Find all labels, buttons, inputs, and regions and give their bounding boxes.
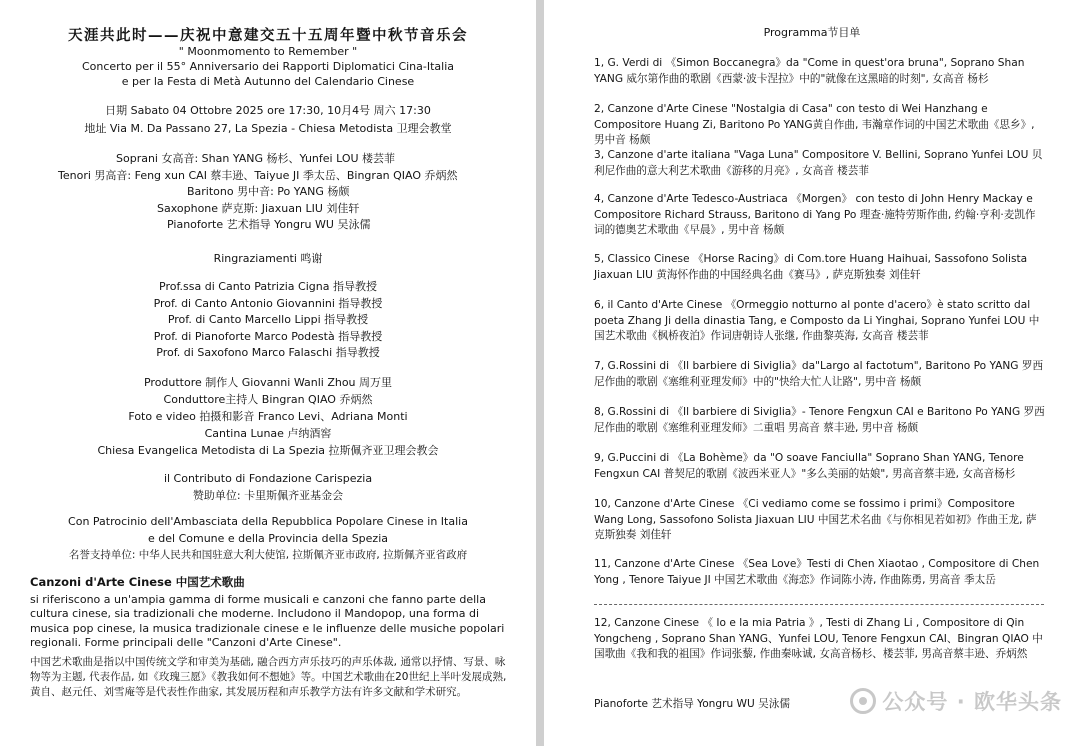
staff-line: Cantina Lunae 卢纳酒窖	[204, 427, 332, 440]
concert-subtitle: " Moonmomento to Remember "	[178, 45, 358, 58]
professor-line: Prof. di Pianoforte Marco Podestà 指导教授	[153, 329, 383, 343]
watermark-text: 公众号 · 欧华头条	[882, 690, 1062, 714]
program-item: 5, Classico Cinese 《Horse Racing》di Com.tore Huang Haihuai, Sassofono Solista Jiaxuan LIU 黄海怀作曲的中国经典名曲《赛马》, 萨克斯独奏 刘佳轩	[594, 253, 1028, 281]
contributo-block	[0, 470, 536, 504]
program-item: 1, G. Verdi di 《Simon Boccanegra》da "Come in quest'ora bruna", Soprano Shan YANG 威尔第作曲的歌剧《西蒙·波卡涅拉》中的"就像在这黑暗的时刻", 女高音 杨杉	[594, 57, 1025, 85]
concerto-line-2: e per la Festa di Metà Autunno del Calendario Cinese	[121, 75, 415, 88]
performer-line: Saxophone 萨克斯: Jiaxuan LIU 刘佳轩	[157, 201, 360, 215]
staff-line: Conduttore主持人 Bingran QIAO 乔炳然	[163, 393, 373, 406]
program-item: 6, il Canto d'Arte Cinese 《Ormeggio notturno al ponte d'acero》è stato scritto dal poeta Zhang Ji della dinastia Tang, e Composto da Li Yinghai, Soprano Yunfei LOU 中国艺术歌曲《枫桥夜泊》作词唐朝诗人张继, 作曲黎英海, 女高音 楼芸菲	[594, 299, 1040, 342]
performers-list	[0, 151, 536, 234]
watermark	[850, 686, 1062, 716]
program-item: 4, Canzone d'Arte Tedesco-Austriaca 《Morgen》 con testo di John Henry Mackay e Compositore Richard Strauss, Baritono di Yang Po 理查·施特劳斯作曲, 约翰·亨利·麦凯作词的德奥艺术歌曲《早晨》, 男中音 杨颇	[594, 193, 1036, 236]
canzoni-chinese-text: 中国艺术歌曲是指以中国传统文学和审美为基础, 融合西方声乐技巧的声乐体裁, 通常以抒情、写景、咏物等为主题, 代表作品, 如《玫瑰三愿》《教我如何不想她》等。中国艺术歌曲在20世纪上半叶发展成熟, 黄自、赵元任、刘雪庵等是代表性作曲家, 其发展历程和声乐教学方法有许多文献和学术研究。	[30, 655, 507, 698]
performer-line: Soprani 女高音: Shan YANG 杨杉、Yunfei LOU 楼芸菲	[116, 152, 396, 165]
canzoni-italian-text: si riferiscono a un'ampia gamma di forme musicali e canzoni che fanno parte della cultura cinese, sia tradizionali che moderne. Includono il Mandopop, una forma di musica pop cinese, la musica tradizionale cinese e le influenze delle musiche popolari regionali. Forme principali delle "Canzoni d'Arte Cinese".	[30, 592, 505, 649]
performer-line: Pianoforte 艺术指导 Yongru WU 吴泳儒	[167, 218, 371, 231]
staff-line: Foto e video 拍摄和影音 Franco Levi、Adriana Monti	[128, 410, 408, 423]
concerto-line-1: Concerto per il 55° Anniversario dei Rapporti Diplomatici Cina-Italia	[81, 60, 455, 73]
professors-list	[0, 279, 536, 362]
contributo-line: il Contributo di Fondazione Carispezia	[163, 472, 373, 485]
program-item: 8, G.Rossini di 《Il barbiere di Siviglia》- Tenore Fengxun CAI e Baritono Po YANG 罗西尼作曲的歌剧《塞维利亚理发师》二重唱 男高音 蔡丰逊, 男中音 杨颇	[594, 406, 1045, 434]
program-item: 11, Canzone d'Arte Cinese 《Sea Love》Testi di Chen Xiaotao , Compositore di Chen Yong , Tenore Taiyue JI 中国艺术歌曲《海恋》作词陈小涛, 作曲陈勇, 男高音 季太岳	[594, 558, 1040, 586]
concert-date: 日期 Sabato 04 Ottobre 2025 ore 17:30, 10月4号 周六 17:30	[105, 104, 431, 117]
program-item: 10, Canzone d'Arte Cinese 《Ci vediamo come se fossimo i primi》Compositore Wang Long, Sassofono Solista Jiaxuan LIU 中国艺术名曲《与你相见若如初》作曲王龙, 萨克斯独奏 刘佳轩	[594, 498, 1037, 541]
staff-line: Chiesa Evangelica Metodista di La Spezia 拉斯佩齐亚卫理会教会	[97, 444, 439, 457]
program-item: 3, Canzone d'arte italiana "Vaga Luna" Compositore V. Bellini, Soprano Yunfei LOU 贝利尼作曲的意大利艺术歌曲《游移的月亮》, 女高音 楼芸菲	[594, 149, 1043, 177]
patrocinio-block	[0, 513, 536, 564]
performer-line: Tenori 男高音: Feng xun CAI 蔡丰逊、Taiyue JI 季太岳、Bingran QIAO 乔炳然	[58, 168, 458, 182]
wechat-official-account-icon	[850, 688, 876, 714]
patrocinio-line: 名誉支持单位: 中华人民共和国驻意大利大使馆, 拉斯佩齐亚市政府, 拉斯佩齐亚省政府	[68, 549, 468, 561]
professor-line: Prof. di Canto Antonio Giovannini 指导教授	[153, 296, 383, 310]
performer-line: Baritono 男中音: Po YANG 杨颇	[187, 185, 350, 198]
professor-line: Prof.ssa di Canto Patrizia Cigna 指导教授	[159, 280, 377, 293]
right-page	[544, 0, 1080, 746]
concert-address: 地址 Via M. Da Passano 27, La Spezia - Chiesa Metodista 卫理会教堂	[84, 122, 452, 135]
staff-list	[0, 374, 536, 459]
program-item: 12, Canzone Cinese 《 Io e la mia Patria 》, Testi di Zhang Li , Compositore di Qin Yongcheng , Soprano Shan YANG、Yunfei LOU, Tenore Fengxun CAI、Bingran QIAO 中国歌曲《我和我的祖国》作词张藜, 作曲秦咏诚, 女高音杨杉、楼芸菲, 男高音蔡丰逊、乔炳然	[594, 617, 1043, 660]
professor-line: Prof. di Saxofono Marco Falaschi 指导教授	[156, 346, 380, 359]
program-item: 7, G.Rossini di 《Il barbiere di Siviglia》da"Largo al factotum", Baritono Po YANG 罗西尼作曲的歌剧《塞维利亚理发师》中的"快给大忙人让路", 男中音 杨颇	[594, 360, 1044, 388]
concert-title: 天涯共此时——庆祝中意建交五十五周年暨中秋节音乐会	[68, 28, 468, 44]
canzoni-section	[30, 575, 510, 700]
program-item: 2, Canzone d'Arte Cinese "Nostalgia di Casa" con testo di Wei Hanzhang e Compositore Huang Zi, Baritono Po YANG黄自作曲, 韦瀚章作词的中国艺术歌曲《思乡》, 男中音 杨颇	[594, 103, 1035, 146]
program-item: 9, G.Puccini di 《La Bohème》da "O soave Fanciulla" Soprano Shan YANG, Tenore Fengxun CAI 普契尼的歌剧《波西米亚人》"多么美丽的姑娘", 男高音蔡丰逊, 女高音杨杉	[594, 452, 1024, 480]
left-page	[0, 0, 536, 746]
ringraziamenti-heading: Ringraziamenti 鸣谢	[213, 252, 323, 265]
programma-heading: Programma节目单	[763, 26, 861, 39]
contributo-line: 赞助单位: 卡里斯佩齐亚基金会	[192, 489, 344, 502]
separator-line	[594, 604, 1044, 605]
patrocinio-line: e del Comune e della Provincia della Spezia	[148, 532, 388, 545]
canzoni-title: Canzoni d'Arte Cinese 中国艺术歌曲	[30, 575, 245, 589]
staff-line: Produttore 制作人 Giovanni Wanli Zhou 周万里	[143, 376, 393, 389]
pianoforte-credit: Pianoforte 艺术指导 Yongru WU 吴泳儒	[594, 698, 790, 710]
patrocinio-line: Con Patrocinio dell'Ambasciata della Repubblica Popolare Cinese in Italia	[68, 515, 468, 528]
professor-line: Prof. di Canto Marcello Lippi 指导教授	[167, 313, 369, 326]
